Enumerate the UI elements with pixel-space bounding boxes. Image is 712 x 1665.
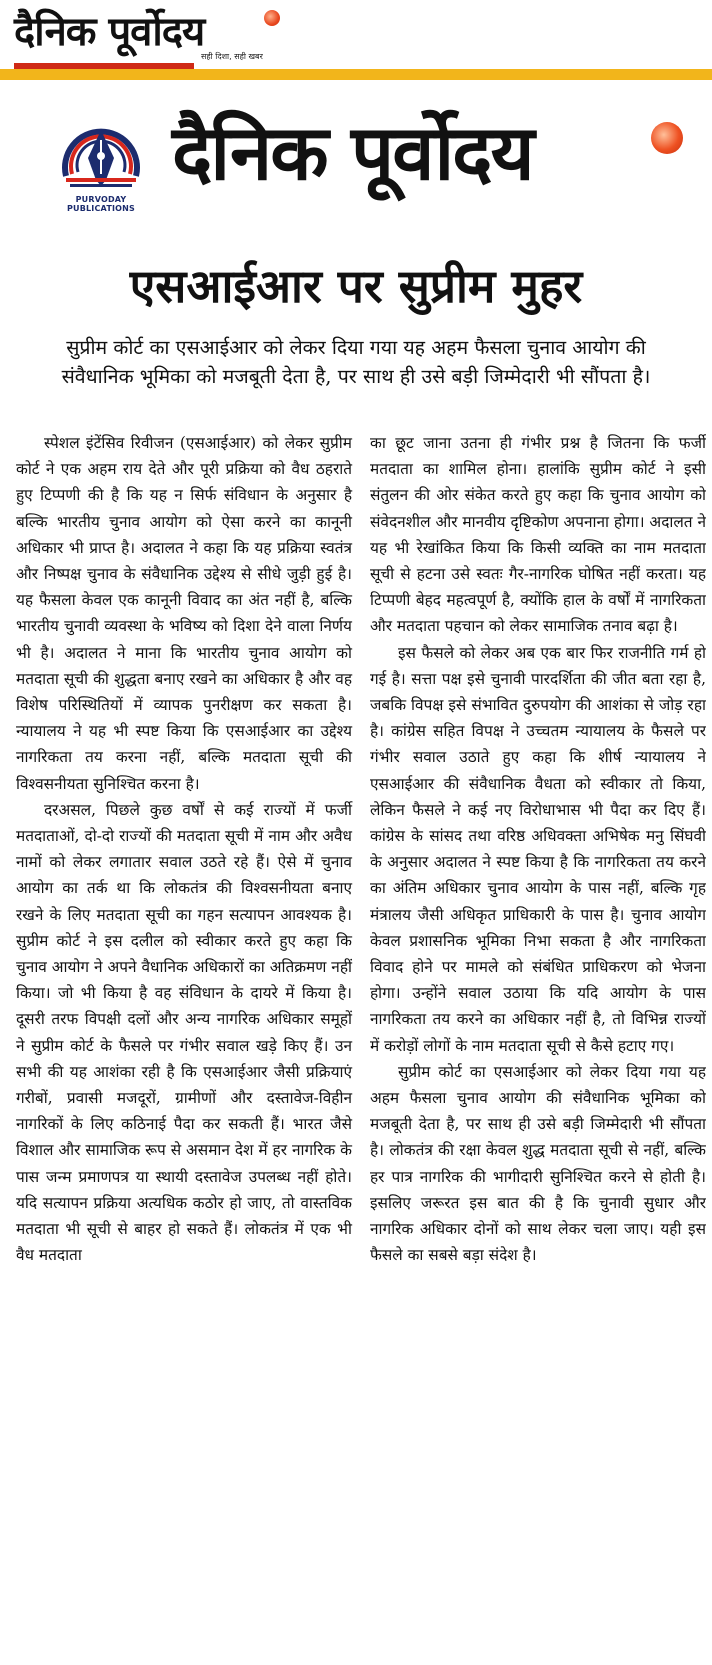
paragraph: स्पेशल इंटेंसिव रिवीजन (एसआईआर) को लेकर सुप्रीम कोर्ट ने एक अहम राय देते और पूरी प्रक्रिया को वैध ठहराते हुए टिप्पणी की है कि यह न सिर्फ संविधान के अनुसार है बल्कि भारतीय चुनाव आयोग को ऐसा करने का कानूनी अधिकार भी प्राप्त है। अदालत ने कहा कि यह प्रक्रिया स्वतंत्र और निष्पक्ष चुनाव के संवैधानिक उद्देश्य से सीधे जुड़ी हुई है। यह फैसला केवल एक कानूनी विवाद का अंत नहीं है, बल्कि भारतीय चुनावी व्यवस्था के भविष्य को दिशा देने वाला निर्णय भी है। अदालत ने माना कि भारतीय चुनाव आयोग को मतदाता सूची की शुद्धता बनाए रखने का अधिकार है और वह विशेष परिस्थितियों में व्यापक पुनरीक्षण कर सकता है। न्यायालय ने यह भी स्पष्ट किया कि एसआईआर का उद्देश्य नागरिकता तय करना नहीं, बल्कि मतदाता सूची की विश्वसनीयता सुनिश्चित करना है। [16, 434, 352, 793]
paragraph: का छूट जाना उतना ही गंभीर प्रश्न है जितना कि फर्जी मतदाता का शामिल होना। हालांकि सुप्रीम कोर्ट ने इसी संतुलन की ओर संकेत करते हुए कहा कि चुनाव आयोग को संवेदनशील और मानवीय दृष्टिकोण अपनाना होगा। अदालत ने यह भी रेखांकित किया कि किसी व्यक्ति का नाम मतदाता सूची से हटना उसे स्वतः गैर-नागरिक घोषित नहीं करता। यह टिप्पणी बेहद महत्वपूर्ण है, क्योंकि हाल के वर्षों में नागरिकता और मतदाता पहचान को लेकर सामाजिक तनाव बढ़ा है। [370, 434, 706, 636]
right-column [370, 430, 706, 1660]
logo-caption: PURVODAY PUBLICATIONS [66, 195, 136, 213]
sun-dot-icon [264, 10, 280, 26]
masthead-title: दैनिक पूर्वोदय [172, 108, 533, 197]
masthead-sun-icon [651, 122, 683, 154]
paragraph: इस फैसले को लेकर अब एक बार फिर राजनीति गर्म हो गई है। सत्ता पक्ष इसे चुनावी पारदर्शिता की जीत बता रहा है, जबकि विपक्ष इसे संभावित दुरुपयोग की आशंका से जोड़ रहा है। कांग्रेस सहित विपक्ष ने उच्चतम न्यायालय के फैसले पर गंभीर सवाल उठाते हुए कहा कि शीर्ष न्यायालय ने एसआईआर की संवैधानिक वैधता को स्वीकार तो किया, लेकिन फैसले ने कई नए विरोधाभास भी पैदा कर दिए हैं। कांग्रेस के सांसद तथा वरिष्ठ अधिवक्ता अभिषेक मनु सिंघवी के अनुसार अदालत ने स्पष्ट किया है कि नागरिकता तय करने का अंतिम अधिकार चुनाव आयोग के पास नहीं, बल्कि गृह मंत्रालय जैसी अधिकृत प्राधिकारी के पास है। चुनाव आयोग केवल प्रशासनिक भूमिका निभा सकता है और नागरिकता विवाद होने पर मामले को संबंधित प्राधिकरण को भेजना होगा। उन्होंने सवाल उठाया कि यदि आयोग के पास नागरिकता तय करने का अधिकार नहीं है, तो विभिन्न राज्यों में करोड़ों लोगों के नाम मतदाता सूची से कैसे हटाए गए। [370, 643, 706, 1055]
yellow-band [0, 69, 712, 80]
pen-nib-logo-icon [52, 114, 150, 194]
top-tagline: सही दिशा, सही खबर [201, 52, 263, 61]
publication-logo [52, 114, 150, 213]
article-headline: एसआईआर पर सुप्रीम मुहर [129, 259, 583, 313]
paragraph: सुप्रीम कोर्ट का एसआईआर को लेकर दिया गया यह अहम फैसला चुनाव आयोग की संवैधानिक भूमिका को मजबूती देता है, पर साथ ही उसे बड़ी जिम्मेदारी भी सौंपता है। लोकतंत्र की रक्षा केवल शुद्ध मतदाता सूची से नहीं, बल्कि हर पात्र नागरिक की भागीदारी सुनिश्चित करने से होती है। इसलिए जरूरत इस बात की है कि चुनावी सुधार और नागरिक अधिकार दोनों को साथ लेकर चला जाए। यही इस फैसले का सबसे बड़ा संदेश है। [370, 1062, 706, 1265]
masthead [0, 80, 712, 220]
article-subhead: सुप्रीम कोर्ट का एसआईआर को लेकर दिया गया यह अहम फैसला चुनाव आयोग की संवैधानिक भूमिका को मजबूती देता है, पर साथ ही उसे बड़ी जिम्मेदारी भी सौंपता है। [61, 336, 651, 388]
paragraph: दरअसल, पिछले कुछ वर्षों से कई राज्यों में फर्जी मतदाताओं, दो-दो राज्यों की मतदाता सूची में नाम और अवैध नामों को लेकर लगातार सवाल उठते रहे हैं। ऐसे में चुनाव आयोग का तर्क था कि लोकतंत्र की विश्वसनीयता बनाए रखने के लिए मतदाता सूची का गहन सत्यापन आवश्यक है। सुप्रीम कोर्ट ने इस दलील को स्वीकार करते हुए कहा कि चुनाव आयोग ने अपने वैधानिक अधिकारों का अतिक्रमण नहीं किया। जो भी किया है वह संविधान के दायरे में किया है। दूसरी तरफ विपक्षी दलों और अन्य नागरिक अधिकार समूहों ने सुप्रीम कोर्ट के फैसले पर गंभीर सवाल खड़े किए हैं। उन सभी की यह आशंका रही है कि एसआईआर जैसी प्रक्रियाएं गरीबों, प्रवासी मजदूरों, ग्रामीणों और दस्तावेज-विहीन नागरिकों के लिए कठिनाई पैदा कर सकती हैं। भारत जैसे विशाल और सामाजिक रूप से असमान देश में हर नागरिक के पास जन्म प्रमाणपत्र या स्थायी दस्तावेज उपलब्ध नहीं होते। यदि सत्यापन प्रक्रिया अत्यधिक कठोर हो जाए, तो वास्तविक मतदाता भी सूची से बाहर हो सकते हैं। लोकतंत्र में एक भी वैध मतदाता [16, 800, 352, 1265]
left-column [16, 430, 352, 1660]
article-body [16, 430, 706, 1660]
top-brand-name: दैनिक पूर्वोदय [14, 9, 205, 55]
top-banner [0, 0, 712, 80]
